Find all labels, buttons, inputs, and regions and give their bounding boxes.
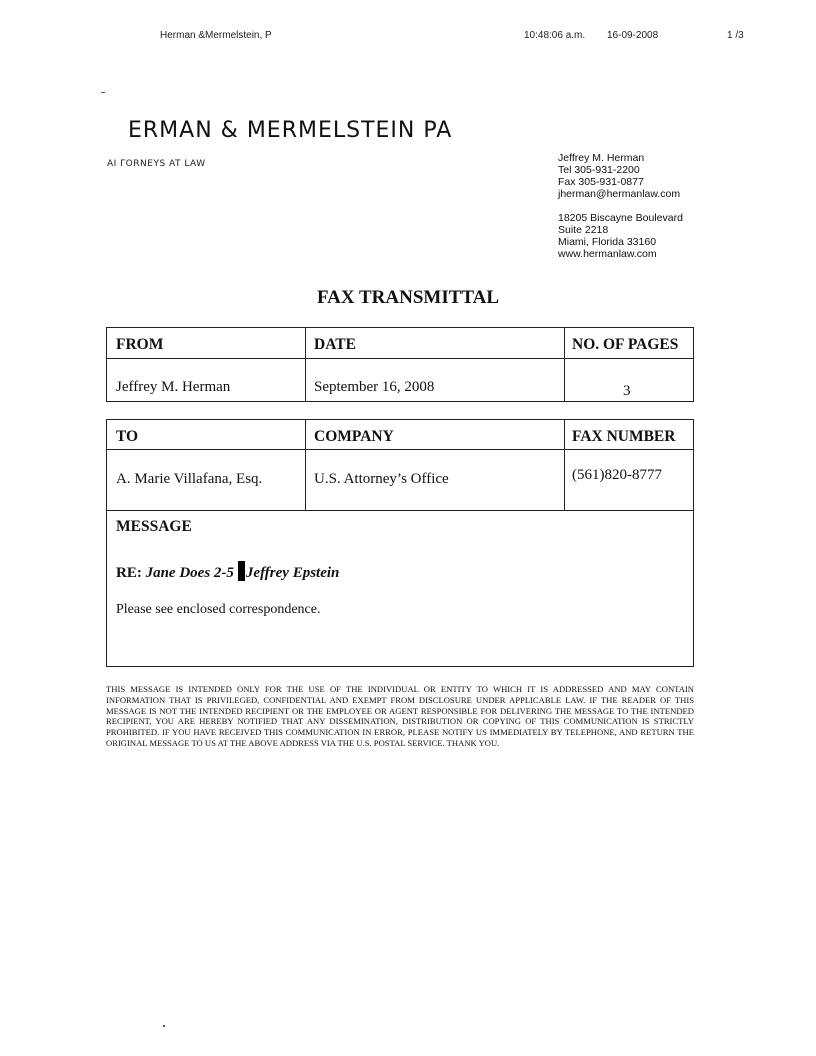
fax-header-date: 16-09-2008: [607, 30, 659, 41]
fax-header-time: 10:48:06 a.m.: [524, 30, 586, 41]
header-from: FROM: [116, 336, 164, 353]
document-title: FAX TRANSMITTAL: [316, 287, 500, 308]
header-pages: NO. OF PAGES: [572, 336, 679, 353]
fax-header-sender: Herman &Mermelstein, P: [160, 30, 272, 41]
address-city: Miami, Florida 33160: [558, 236, 657, 248]
redaction-mark: [238, 561, 245, 581]
value-from: Jeffrey M. Herman: [116, 379, 231, 395]
confidentiality-disclaimer: THIS MESSAGE IS INTENDED ONLY FOR THE USE OF THE INDIVIDUAL OR ENTITY TO WHICH IT IS ADDRESSED AND MAY CONTAIN INFORMATION THAT IS PRIVILEGED, CONFIDENTIAL AND EXEMPT FROM DISCLOSURE UNDER APPLICABLE LAW. IF THE READER OF THIS MESSAGE IS NOT THE INTENDED RECIPIENT OR THE EMPLOYEE OR AGENT RESPONSIBLE FOR DELIVERING THE MESSAGE TO THE INTENDED RECIPIENT, YOU ARE HEREBY NOTIFIED THAT ANY DISSEMINATION, DISTRIBUTION OR COPYING OF THIS COMMUNICATION IS STRICTLY PROHIBITED. IF YOU HAVE RECEIVED THIS COMMUNICATION IN ERROR, PLEASE NOTIFY US IMMEDIATELY BY TELEPHONE, AND RETURN THE ORIGINAL MESSAGE TO US AT THE ABOVE ADDRESS VIA THE U.S. POSTAL SERVICE. THANK YOU.: [106, 684, 694, 748]
message-label: MESSAGE: [116, 518, 192, 535]
contact-fax: Fax 305-931-0877: [558, 176, 644, 188]
header-to: TO: [116, 428, 139, 445]
re-part-1: Jane Does 2-5: [145, 565, 234, 581]
address-suite: Suite 2218: [558, 224, 609, 236]
header-date: DATE: [314, 336, 356, 353]
value-fax-number: (561)820-8777: [572, 467, 662, 483]
firm-name: ERMAN & MERMELSTEIN PA: [128, 118, 453, 143]
contact-name: Jeffrey M. Herman: [558, 152, 645, 164]
address-street: 18205 Biscayne Boulevard: [558, 212, 683, 224]
message-subject: [116, 561, 339, 582]
firm-subtitle: AI ΓORNEYS AT LAW: [107, 159, 206, 169]
value-pages: 3: [623, 383, 631, 399]
header-company: COMPANY: [314, 428, 394, 445]
value-to: A. Marie Villafana, Esq.: [116, 471, 263, 487]
message-body: Please see enclosed correspondence.: [116, 602, 321, 617]
re-part-2: Jeffrey Epstein: [245, 565, 340, 581]
from-date-pages-table: [106, 327, 694, 402]
fax-header-page: 1 /3: [727, 30, 744, 41]
contact-tel: Tel 305-931-2200: [558, 164, 640, 176]
address-website: www.hermanlaw.com: [558, 248, 657, 260]
value-date: September 16, 2008: [314, 379, 435, 395]
re-prefix: RE:: [116, 565, 142, 581]
contact-email: jherman@hermanlaw.com: [558, 188, 681, 200]
header-fax-number: FAX NUMBER: [572, 428, 676, 445]
to-company-fax-table: [106, 419, 694, 667]
contact-block: [558, 152, 683, 260]
value-company: U.S. Attorney’s Office: [314, 471, 449, 487]
